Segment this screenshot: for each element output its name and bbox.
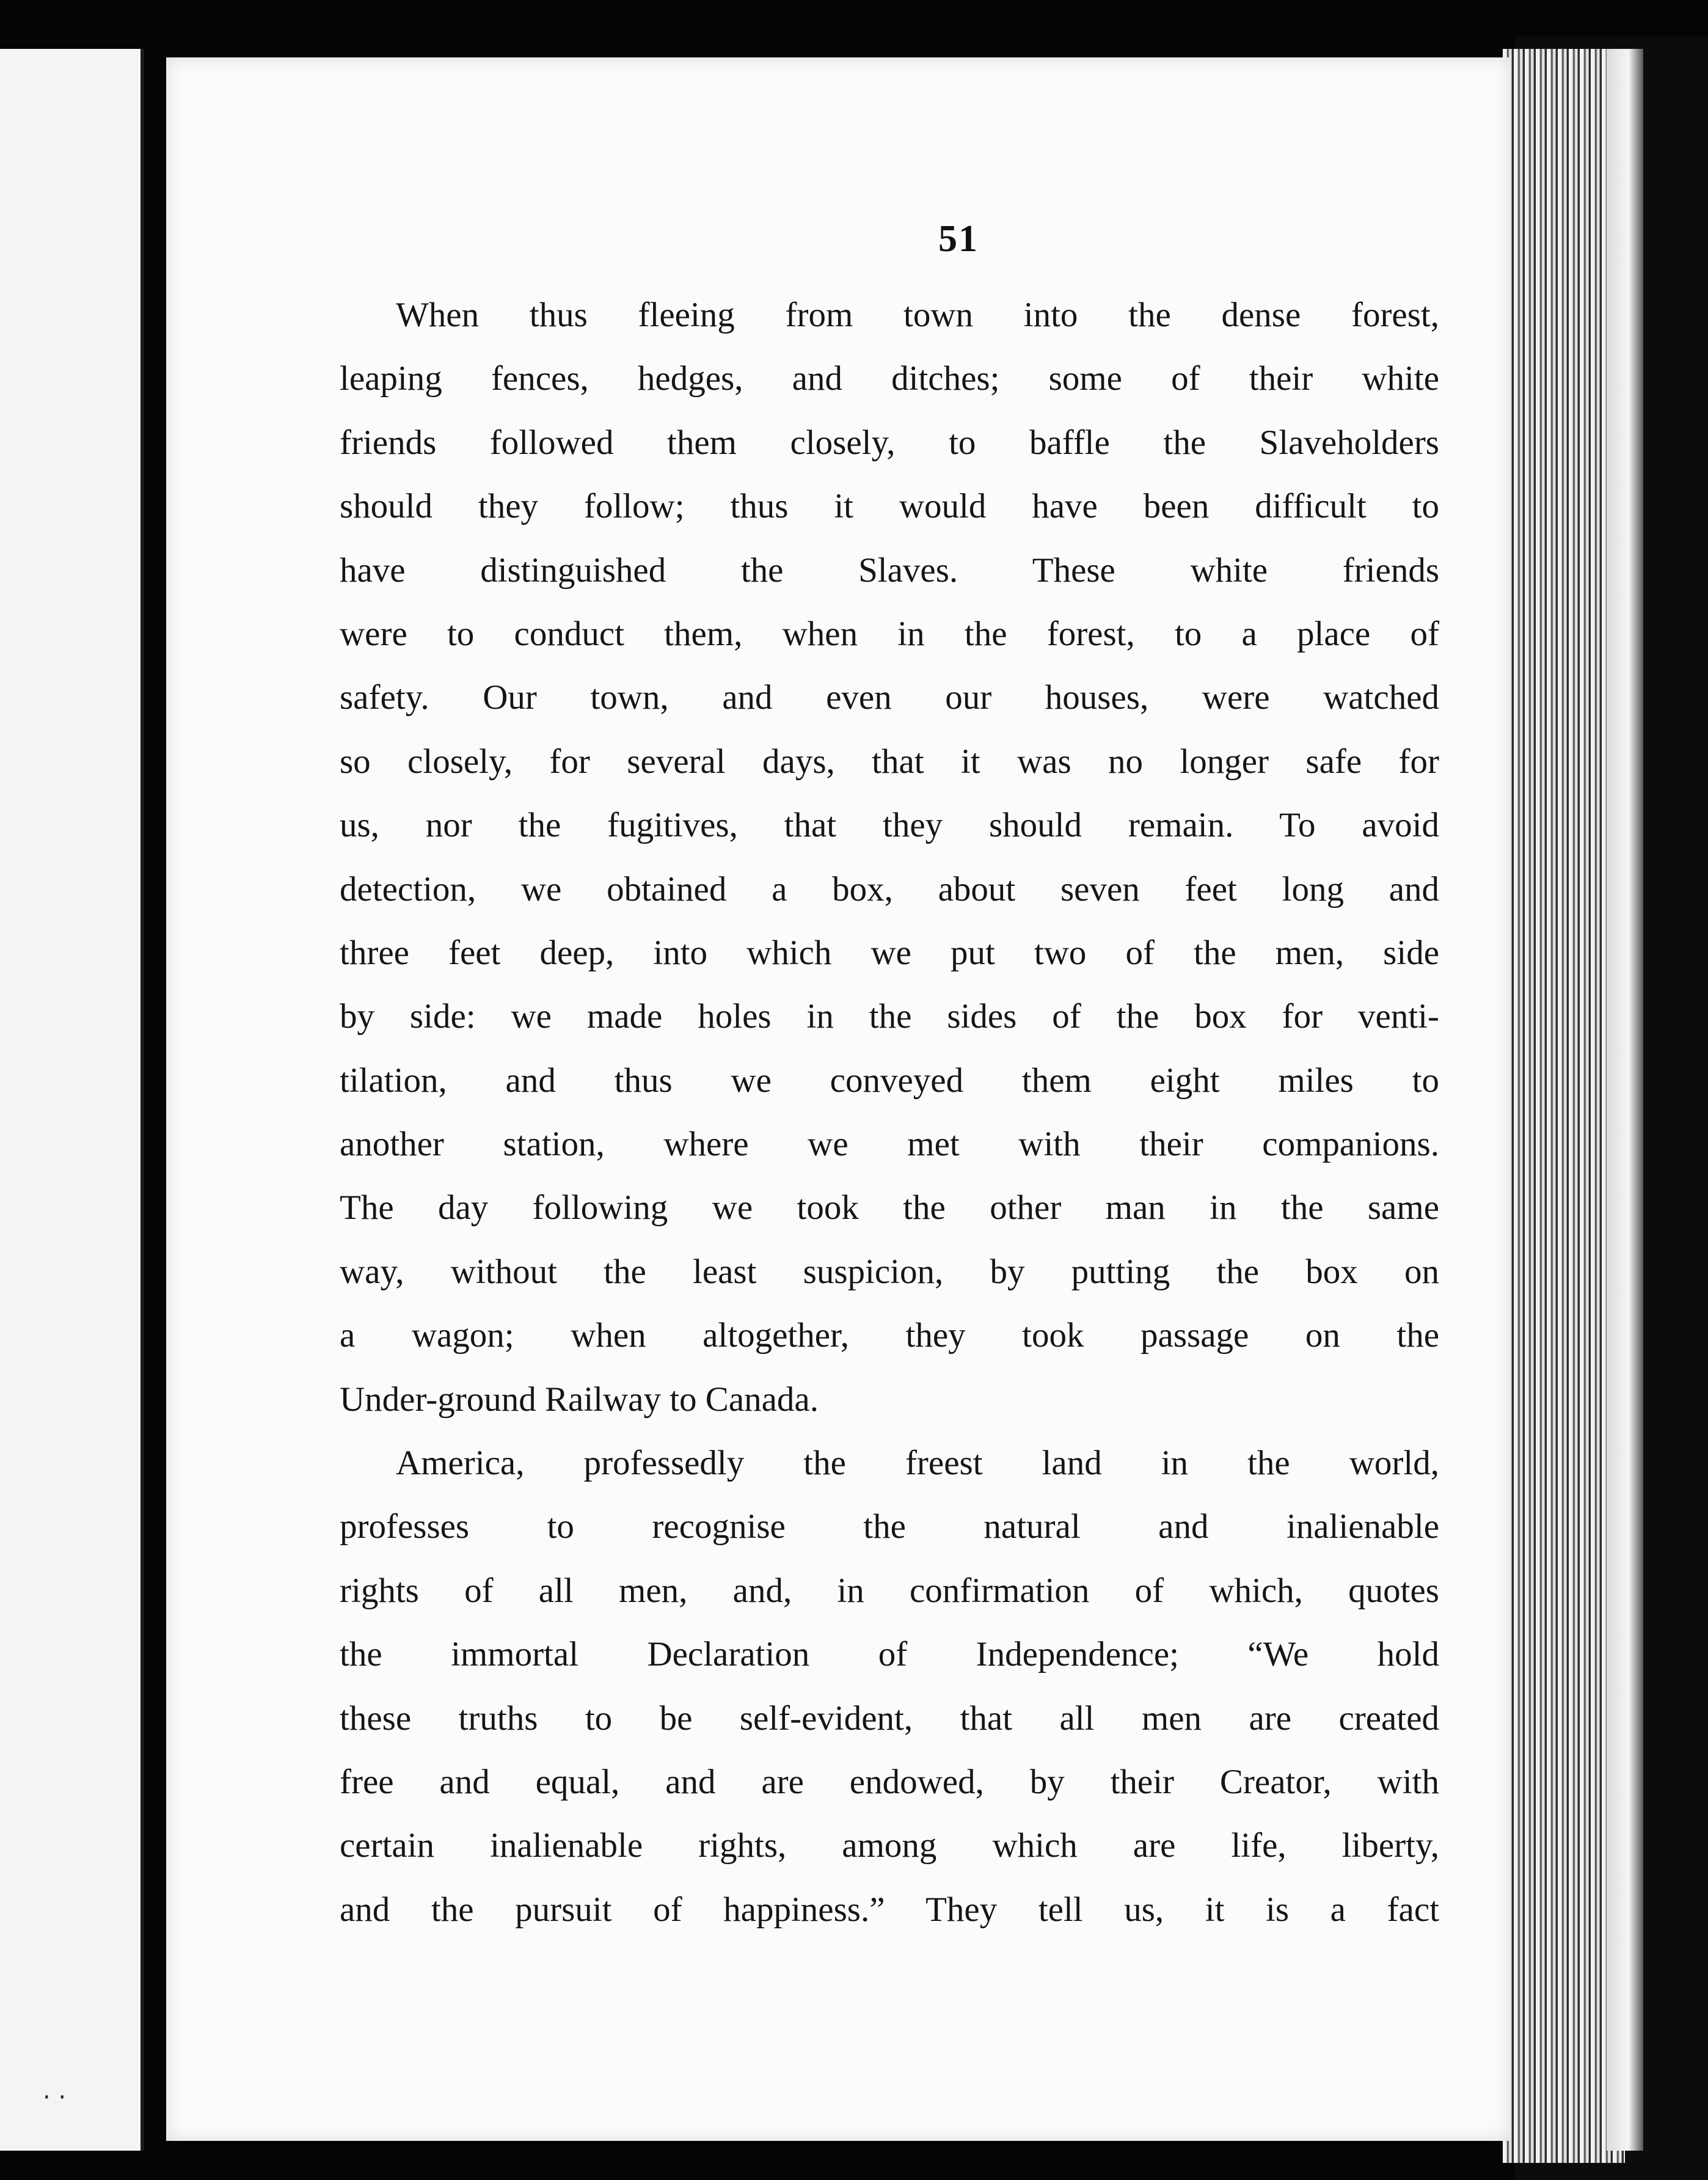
paragraph-1: [340, 283, 1439, 1432]
text-line: safety. Our town, and even our houses, were watched: [340, 678, 1439, 717]
text-line: a wagon; when altogether, they took passage on the: [340, 1316, 1439, 1355]
text-line: were to conduct them, when in the forest, to a place of: [340, 614, 1439, 653]
text-line: so closely, for several days, that it was no longer safe for: [340, 742, 1439, 781]
text-line: us, nor the fugitives, that they should remain. To avoid: [340, 806, 1439, 845]
text-line: should they follow; thus it would have been difficult to: [340, 487, 1439, 526]
text-line: The day following we took the other man in the same: [340, 1188, 1439, 1227]
text-line: free and equal, and are endowed, by their Creator, with: [340, 1762, 1439, 1801]
text-line: have distinguished the Slaves. These white friends: [340, 550, 1439, 590]
text-line: another station, where we met with their companions.: [340, 1125, 1439, 1164]
text-line: the immortal Declaration of Independence; “We hold: [340, 1635, 1439, 1674]
text-line: America, professedly the freest land in the world,: [396, 1444, 1439, 1483]
page-speck-marks: · ·: [43, 2083, 67, 2112]
text-line: by side: we made holes in the sides of the box for venti-: [340, 997, 1439, 1036]
text-line: friends followed them closely, to baffle the Slaveholders: [340, 423, 1439, 462]
text-line: tilation, and thus we conveyed them eight miles to: [340, 1061, 1439, 1100]
text-line: certain inalienable rights, among which are life, liberty,: [340, 1826, 1439, 1865]
text-line: Under-ground Railway to Canada.: [340, 1380, 819, 1419]
text-line: way, without the least suspicion, by putting the box on: [340, 1252, 1439, 1291]
page-stack-highlight: [1607, 49, 1643, 2151]
left-facing-page-edge: [0, 49, 144, 2151]
text-line: three feet deep, into which we put two of the men, side: [340, 933, 1439, 972]
book-page: [166, 57, 1510, 2141]
page-number: 51: [938, 218, 979, 260]
text-line: When thus fleeing from town into the dense forest,: [396, 296, 1439, 334]
text-line: these truths to be self-evident, that all men are created: [340, 1699, 1439, 1738]
paragraph-2: [340, 1432, 1439, 1942]
text-line: detection, we obtained a box, about seven feet long and: [340, 869, 1439, 909]
page-body-text: [340, 283, 1439, 1942]
text-line: leaping fences, hedges, and ditches; some of their white: [340, 359, 1439, 398]
text-line: and the pursuit of happiness.” They tell us, it is a fact: [340, 1890, 1439, 1929]
text-line: professes to recognise the natural and inalienable: [340, 1507, 1439, 1546]
text-line: rights of all men, and, in confirmation of which, quotes: [340, 1571, 1439, 1610]
